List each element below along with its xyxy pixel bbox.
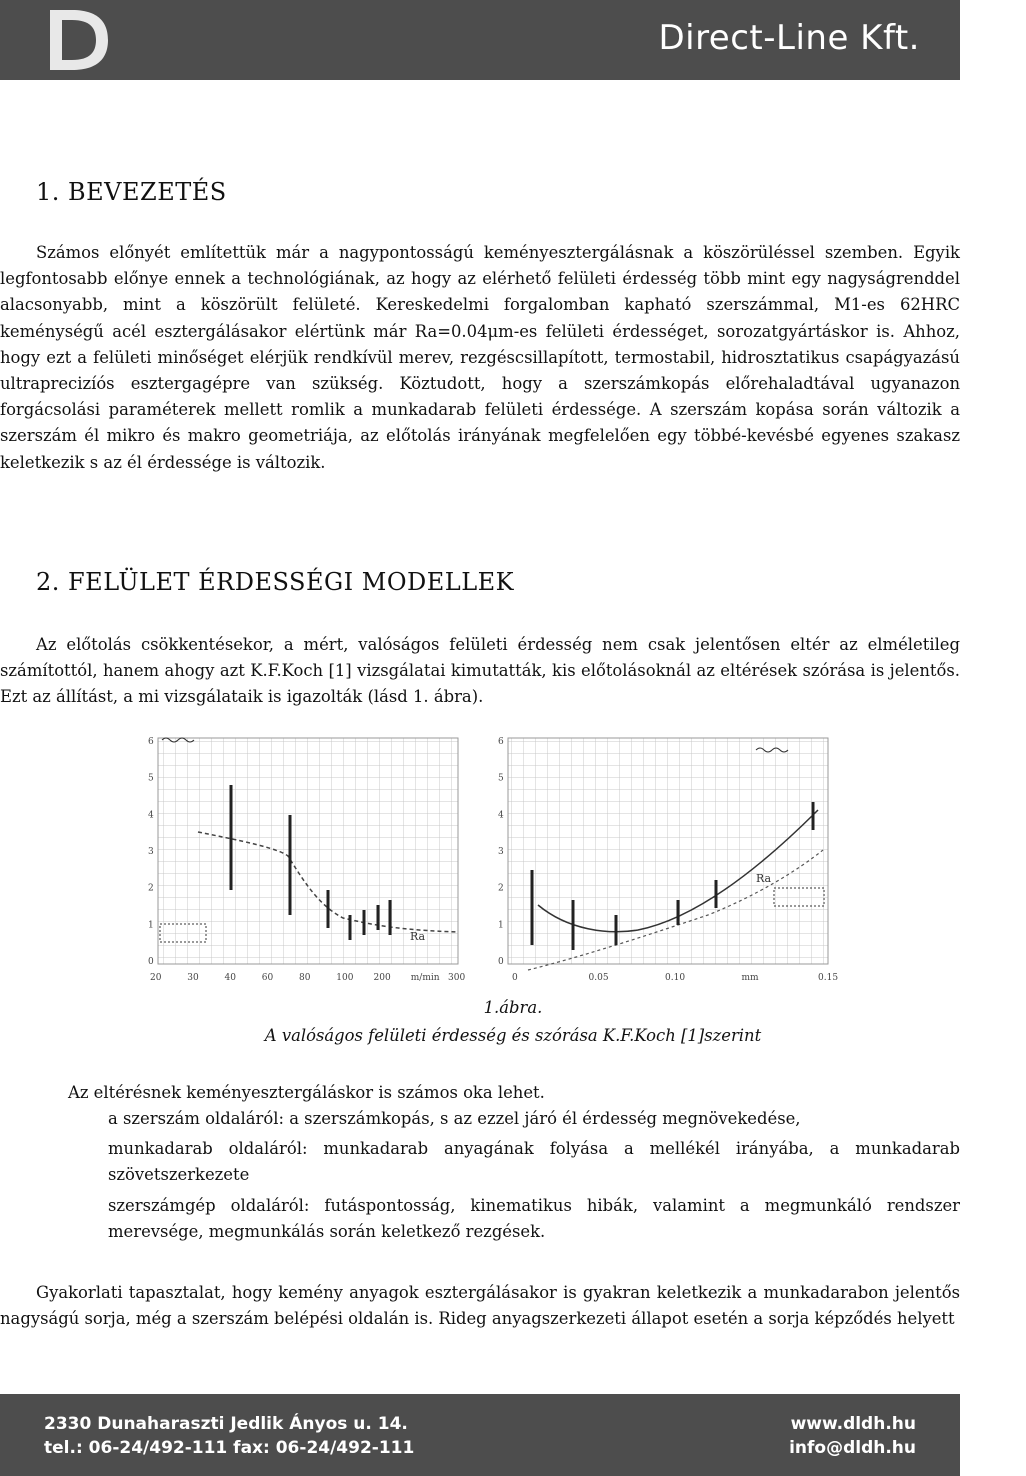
- tick-label: 20: [150, 973, 162, 983]
- section-2-paragraph: Az előtolás csökkentésekor, a mért, valóságos felületi érdesség nem csak jelentősen eltér az elméletileg számítottól, hanem ahogy azt K.F.Koch [1] vizsgálatai kimutatták, kis előtolásoknál az eltérések szórása is jelentős. Ezt az állítást, a mi vizsgálataik is igazolták (lásd 1. ábra).: [0, 635, 960, 707]
- tick-label: 0: [498, 957, 504, 967]
- tick-label: 60: [261, 973, 274, 983]
- section-1-title: 1. BEVEZETÉS: [36, 178, 227, 206]
- list-item: a szerszám oldaláról: a szerszámkopás, s az ezzel járó él érdesség megnövekedése,: [108, 1109, 801, 1128]
- right-y-ticks: [498, 737, 504, 967]
- footer-email-link[interactable]: info@dldh.hu: [789, 1438, 916, 1458]
- left-x-ticks: [150, 973, 465, 983]
- section-2-title: 2. FELÜLET ÉRDESSÉGI MODELLEK: [36, 568, 515, 596]
- tick-label: 2: [148, 883, 154, 894]
- company-logo: [44, 6, 114, 74]
- footer-phone: tel.: 06-24/492-111 fax: 06-24/492-111: [44, 1438, 415, 1458]
- tick-label: 0.15: [818, 973, 839, 983]
- left-curve-label: Ra: [410, 930, 426, 943]
- page-header: [0, 0, 960, 80]
- footer-website-link[interactable]: www.dldh.hu: [790, 1414, 916, 1434]
- tick-label: 200: [373, 973, 391, 983]
- right-plot-area: [508, 738, 828, 964]
- right-x-ticks: [512, 973, 838, 983]
- list-item: munkadarab oldaláról: munkadarab anyagának folyása a mellékél irányába, a munkadarab szövetszerkezete: [108, 1139, 960, 1185]
- tick-label: 100: [336, 973, 354, 983]
- figure-label: 1.ábra.: [483, 998, 543, 1017]
- tick-label: 1: [148, 920, 154, 931]
- tick-label: mm: [741, 973, 759, 983]
- footer-address: 2330 Dunaharaszti Jedlik Ányos u. 14.: [44, 1414, 408, 1434]
- tick-label: 3: [498, 847, 504, 857]
- list-intro: Az eltérésnek keményesztergáláskor is számos oka lehet.: [68, 1083, 545, 1102]
- left-y-ticks: [148, 737, 154, 967]
- tick-label: 300: [448, 973, 466, 983]
- right-curve-label: Ra: [756, 872, 772, 885]
- page-footer: [0, 1394, 960, 1476]
- tick-label: 3: [148, 847, 154, 857]
- company-name: Direct-Line Kft.: [658, 18, 920, 58]
- tick-label: 5: [148, 773, 154, 784]
- tick-label: 0.05: [588, 973, 609, 983]
- tick-label: 0: [148, 957, 154, 967]
- tick-label: m/min: [410, 973, 440, 983]
- tick-label: 80: [299, 973, 311, 983]
- tick-label: 4: [148, 810, 154, 821]
- list-item: szerszámgép oldaláról: futáspontosság, kinematikus hibák, valamint a megmunkáló rendszer merevsége, megmunkálás során keletkező rezgések.: [108, 1195, 960, 1241]
- tick-label: 2: [498, 883, 504, 894]
- tick-label: 1: [498, 920, 504, 931]
- tick-label: 6: [498, 737, 504, 747]
- tick-label: 40: [224, 973, 236, 983]
- tick-label: 6: [148, 737, 154, 747]
- tick-label: 30: [187, 973, 199, 983]
- section-1-paragraph: Számos előnyét említettük már a nagypontosságú keményesztergálásnak a köszörüléssel szemben. Egyik legfontosabb előnye ennek a technológiának, az hogy az elérhető felületi érdesség több mint egy nagyságrenddel alacsonyabb, mint a köszörült felületé. Kereskedelmi forgalomban kapható szerszámmal, M1-es 62HRC keménységű acél esztergálásakor elértünk már Ra=0.04μm-es felületi érdességet, sorozatgyártáskor is. Ahhoz, hogy ezt a felületi minőséget elérjük rendkívül merev, rezgéscsillapított, termostabil, hidrosztatikus csapágyazású ultraprecizíós esztergagépre van szükség. Köztudott, hogy a szerszámkopás előrehaladtával ugyanazon forgácsolási paraméterek mellett romlik a munkadarab felületi érdessége. A szerszám kopása során változik a szerszám él mikro és makro geometriája, az előtolás irányának megfelelően egy többé-kevésbé egyenes szakasz keletkezik s az él érdessége is változik.: [0, 243, 960, 472]
- reasons-list: [0, 1106, 960, 1249]
- tick-label: 4: [498, 810, 504, 821]
- tick-label: 5: [498, 773, 504, 784]
- figure-1-chart: [128, 730, 839, 988]
- figure-caption: A valóságos felületi érdesség és szórása K.F.Koch [1]szerint: [264, 1026, 762, 1045]
- tick-label: 0: [512, 973, 518, 983]
- tick-label: 0.10: [665, 973, 686, 983]
- closing-paragraph: Gyakorlati tapasztalat, hogy kemény anyagok esztergálásakor is gyakran keletkezik a munkadarabon jelentős nagyságú sorja, még a szerszám belépési oldalán is. Rideg anyagszerkezeti állapot esetén a sorja képződés helyett: [0, 1283, 960, 1329]
